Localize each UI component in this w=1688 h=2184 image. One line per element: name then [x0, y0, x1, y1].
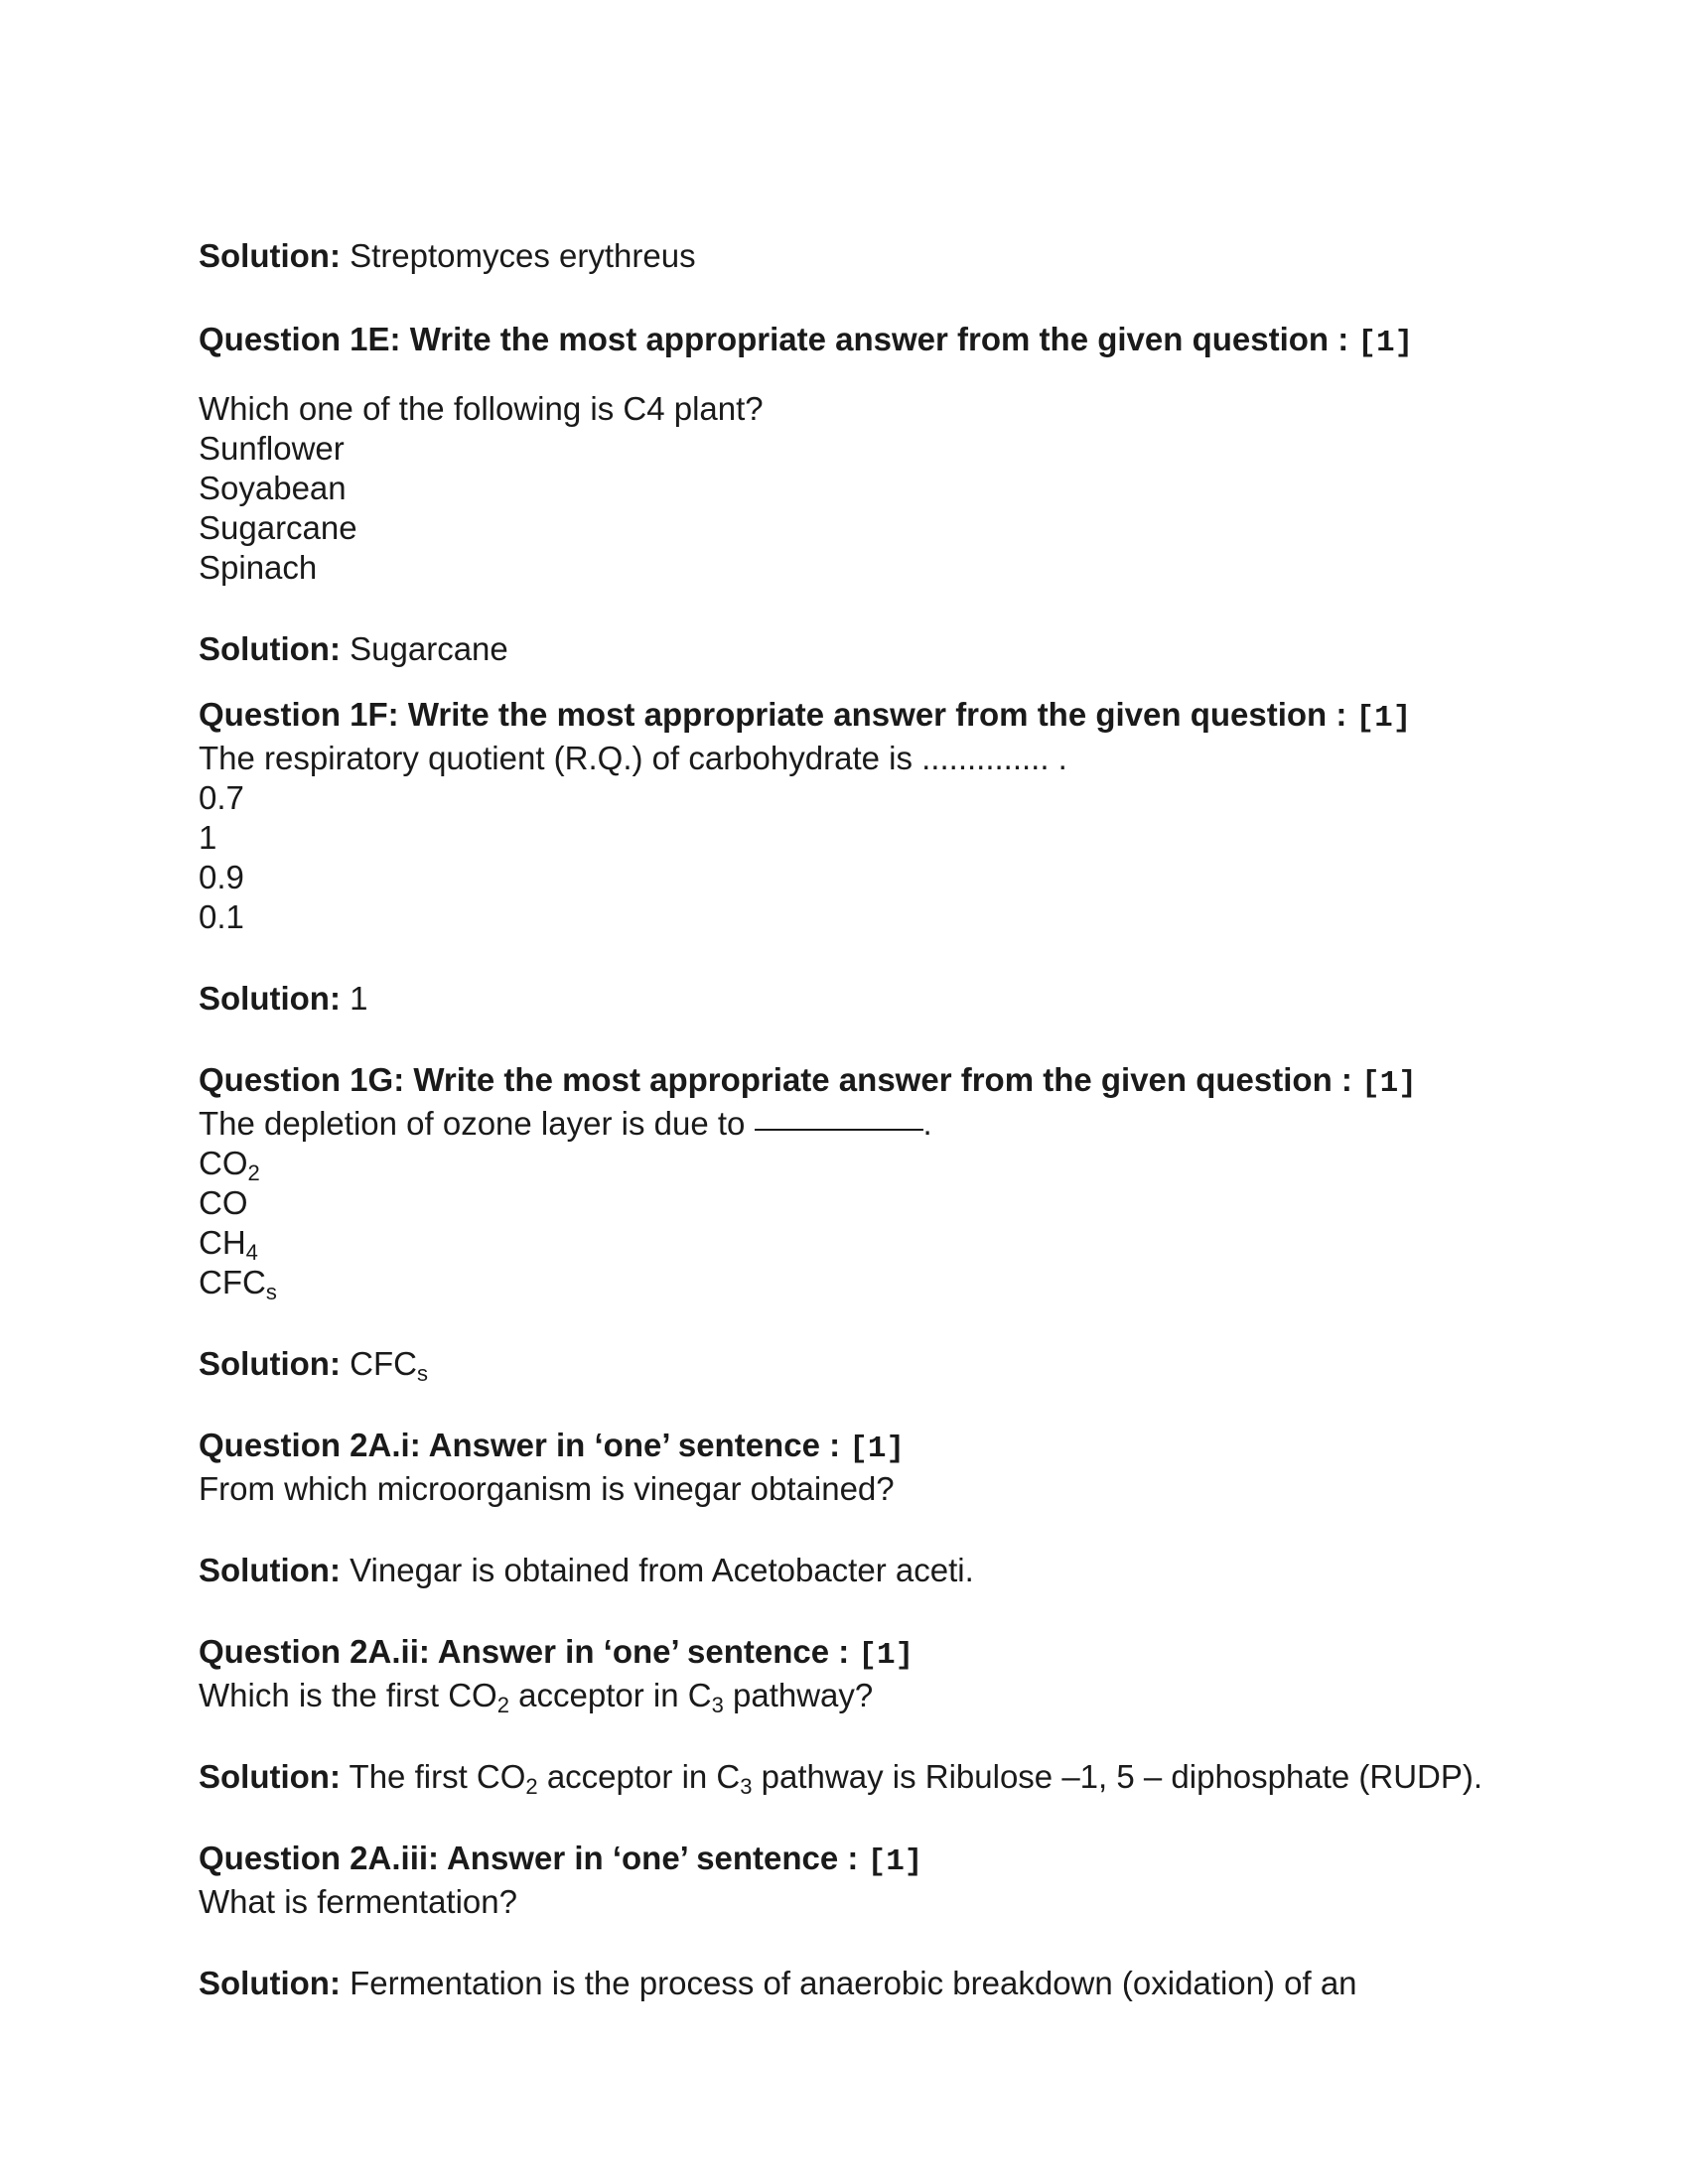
solution-1e: [199, 629, 1489, 669]
question-label: Question 1G: Write the most appropriate answer from the given question :: [199, 1061, 1352, 1098]
solution-text: 1: [350, 980, 368, 1017]
solution-text: Vinegar is obtained from Acetobacter aceti.: [350, 1552, 974, 1588]
solution-formula-subscript: s: [416, 1361, 428, 1386]
question-2a-ii-heading: [199, 1632, 1489, 1676]
question-1g-heading: [199, 1060, 1489, 1104]
solution-subscript: 2: [525, 1774, 538, 1799]
question-prompt: [199, 1104, 1489, 1144]
marks-badge: [1]: [1361, 1066, 1417, 1101]
marks-badge: [1]: [849, 1432, 906, 1466]
option-item: 1: [199, 819, 217, 856]
formula-subscript: 2: [247, 1160, 260, 1185]
option-item: 0.1: [199, 898, 244, 935]
formula-subscript: 4: [245, 1240, 258, 1265]
option-item: 0.9: [199, 859, 244, 895]
solution-label: Solution:: [199, 1345, 341, 1382]
option-item: [199, 1183, 1489, 1223]
question-label: Question 2A.i: Answer in ‘one’ sentence :: [199, 1427, 841, 1463]
question-label: Question 1E: Write the most appropriate answer from the given question :: [199, 321, 1349, 357]
solution-part: The first CO: [349, 1758, 526, 1795]
question-label: Question 2A.iii: Answer in ‘one’ sentence :: [199, 1840, 859, 1876]
solution-formula-base: CFC: [350, 1345, 417, 1382]
solution-subscript: 3: [740, 1774, 753, 1799]
question-prompt: Which one of the following is C4 plant?: [199, 390, 764, 427]
option-item: Sunflower: [199, 430, 345, 467]
solution-label: Solution:: [199, 237, 341, 274]
option-item: Soyabean: [199, 470, 347, 506]
solution-2a-i: [199, 1551, 1489, 1590]
question-label: Question 1F: Write the most appropriate answer from the given question :: [199, 696, 1347, 733]
question-prompt: What is fermentation?: [199, 1883, 517, 1920]
page-content: [199, 236, 1489, 2003]
formula-base: CFC: [199, 1264, 266, 1300]
question-2a-i-heading: [199, 1426, 1489, 1469]
option-item: [199, 1263, 1489, 1302]
question-prompt: [199, 1676, 1489, 1715]
solution-1g: [199, 1344, 1489, 1384]
question-2a-iii-heading: [199, 1839, 1489, 1882]
solution-label: Solution:: [199, 1758, 341, 1795]
solution-label: Solution:: [199, 980, 341, 1017]
solution-label: Solution:: [199, 1965, 341, 2001]
solution-1d: [199, 236, 1489, 276]
marks-badge: [1]: [1355, 701, 1412, 736]
solution-part: pathway is Ribulose –1, 5 – diphosphate (RUDP).: [752, 1758, 1483, 1795]
solution-text: Sugarcane: [350, 630, 508, 667]
marks-badge: [1]: [858, 1638, 914, 1673]
option-item: Sugarcane: [199, 509, 357, 546]
solution-label: Solution:: [199, 630, 341, 667]
prompt-end: .: [922, 1105, 932, 1142]
question-1f-heading: [199, 695, 1489, 739]
prompt-subscript: 3: [711, 1693, 724, 1717]
formula-base: CO: [199, 1145, 248, 1181]
question-prompt: The respiratory quotient (R.Q.) of carbohydrate is .............. .: [199, 740, 1067, 776]
prompt-part: pathway?: [723, 1677, 874, 1713]
formula-base: CO: [199, 1184, 248, 1221]
solution-2a-iii: [199, 1964, 1489, 2003]
question-prompt: From which microorganism is vinegar obtained?: [199, 1470, 895, 1507]
solution-2a-ii: [199, 1757, 1489, 1797]
option-item: [199, 1223, 1489, 1263]
solution-1f: [199, 979, 1489, 1019]
prompt-part: acceptor in C: [508, 1677, 712, 1713]
formula-subscript: s: [265, 1280, 277, 1304]
option-item: 0.7: [199, 779, 244, 816]
solution-text: Fermentation is the process of anaerobic breakdown (oxidation) of an: [350, 1965, 1357, 2001]
prompt-text: The depletion of ozone layer is due to: [199, 1105, 746, 1142]
answer-blank: [755, 1129, 923, 1131]
solution-part: acceptor in C: [537, 1758, 741, 1795]
solution-text: Streptomyces erythreus: [350, 237, 696, 274]
marks-badge: [1]: [867, 1844, 923, 1879]
marks-badge: [1]: [1357, 326, 1414, 360]
formula-base: CH: [199, 1224, 246, 1261]
question-label: Question 2A.ii: Answer in ‘one’ sentence :: [199, 1633, 850, 1670]
prompt-part: Which is the first CO: [199, 1677, 497, 1713]
option-item: Spinach: [199, 549, 318, 586]
solution-label: Solution:: [199, 1552, 341, 1588]
prompt-subscript: 2: [496, 1693, 509, 1717]
question-1e-heading: [199, 320, 1489, 363]
option-item: [199, 1144, 1489, 1183]
